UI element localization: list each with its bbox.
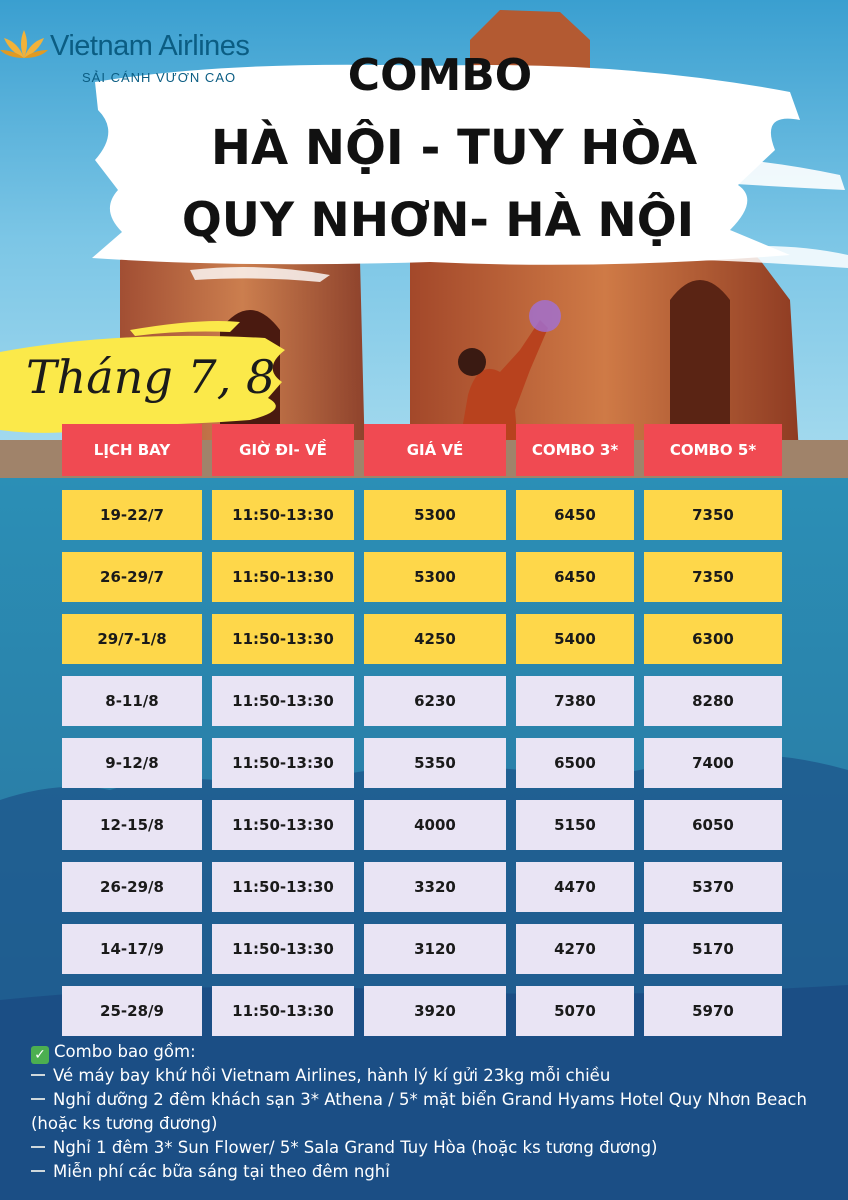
cell-dates: 19-22/7 bbox=[62, 490, 202, 540]
cell-time: 11:50-13:30 bbox=[212, 552, 354, 602]
cell-time: 11:50-13:30 bbox=[212, 800, 354, 850]
cell-time: 11:50-13:30 bbox=[212, 862, 354, 912]
cell-combo3: 4470 bbox=[516, 862, 634, 912]
cell-combo3: 6450 bbox=[516, 490, 634, 540]
list-item bbox=[31, 1064, 821, 1088]
title-line-1: COMBO bbox=[347, 50, 533, 101]
cell-combo3: 5150 bbox=[516, 800, 634, 850]
cell-dates: 12-15/8 bbox=[62, 800, 202, 850]
cell-combo5: 8280 bbox=[644, 676, 782, 726]
cell-price: 4000 bbox=[364, 800, 506, 850]
include-item-quy-nhon-hotel: Nghỉ dưỡng 2 đêm khách sạn 3* Athena / 5* mặt biển Grand Hyams Hotel Quy Nhơn Beach (hoặc ks tương đương) bbox=[31, 1090, 807, 1133]
header-ticket-price: GIÁ VÉ bbox=[364, 424, 506, 476]
title-line-2: HÀ NỘI - TUY HÒA bbox=[210, 120, 698, 176]
cell-combo3: 5070 bbox=[516, 986, 634, 1036]
includes-heading: Combo bao gồm: bbox=[54, 1042, 196, 1061]
brand-name: Vietnam Airlines bbox=[50, 30, 250, 62]
cell-combo5: 7350 bbox=[644, 552, 782, 602]
header-combo-3-star: COMBO 3* bbox=[516, 424, 634, 476]
cell-combo5: 7350 bbox=[644, 490, 782, 540]
header-departure-return-time: GIỜ ĐI- VỀ bbox=[212, 424, 354, 476]
cell-price: 4250 bbox=[364, 614, 506, 664]
dash-icon bbox=[31, 1170, 45, 1172]
cell-time: 11:50-13:30 bbox=[212, 986, 354, 1036]
dash-icon bbox=[31, 1146, 45, 1148]
cell-combo5: 5970 bbox=[644, 986, 782, 1036]
cell-combo3: 6500 bbox=[516, 738, 634, 788]
list-item bbox=[31, 1160, 821, 1184]
list-item bbox=[31, 1088, 821, 1136]
header-flight-dates: LỊCH BAY bbox=[62, 424, 202, 476]
include-item-flight: Vé máy bay khứ hồi Vietnam Airlines, hành lý kí gửi 23kg mỗi chiều bbox=[53, 1066, 611, 1085]
check-icon: ✓ bbox=[31, 1046, 49, 1064]
cell-combo5: 5170 bbox=[644, 924, 782, 974]
cell-dates: 8-11/8 bbox=[62, 676, 202, 726]
cell-combo3: 5400 bbox=[516, 614, 634, 664]
month-label: Tháng 7, 8 bbox=[26, 350, 276, 404]
cell-dates: 26-29/7 bbox=[62, 552, 202, 602]
cell-combo5: 5370 bbox=[644, 862, 782, 912]
includes-heading-row bbox=[31, 1040, 821, 1064]
cell-time: 11:50-13:30 bbox=[212, 738, 354, 788]
cell-price: 5300 bbox=[364, 552, 506, 602]
cell-combo5: 6050 bbox=[644, 800, 782, 850]
dash-icon bbox=[31, 1074, 45, 1076]
cell-combo5: 7400 bbox=[644, 738, 782, 788]
dash-icon bbox=[31, 1098, 45, 1100]
cell-price: 5300 bbox=[364, 490, 506, 540]
cell-time: 11:50-13:30 bbox=[212, 614, 354, 664]
title-line-3: QUY NHƠN- HÀ NỘI bbox=[181, 193, 695, 248]
cell-combo3: 6450 bbox=[516, 552, 634, 602]
cell-dates: 9-12/8 bbox=[62, 738, 202, 788]
include-item-breakfast: Miễn phí các bữa sáng tại theo đêm nghỉ bbox=[53, 1162, 390, 1181]
combo-includes bbox=[31, 1040, 821, 1184]
cell-price: 5350 bbox=[364, 738, 506, 788]
include-item-tuy-hoa-hotel: Nghỉ 1 đêm 3* Sun Flower/ 5* Sala Grand Tuy Hòa (hoặc ks tương đương) bbox=[53, 1138, 658, 1157]
cell-combo5: 6300 bbox=[644, 614, 782, 664]
cell-price: 3920 bbox=[364, 986, 506, 1036]
cell-price: 3320 bbox=[364, 862, 506, 912]
brand-slogan: SẢI CÁNH VƯƠN CAO bbox=[82, 70, 237, 85]
cell-time: 11:50-13:30 bbox=[212, 924, 354, 974]
cell-price: 6230 bbox=[364, 676, 506, 726]
cell-time: 11:50-13:30 bbox=[212, 676, 354, 726]
header-combo-5-star: COMBO 5* bbox=[644, 424, 782, 476]
cell-combo3: 7380 bbox=[516, 676, 634, 726]
cell-dates: 29/7-1/8 bbox=[62, 614, 202, 664]
cell-price: 3120 bbox=[364, 924, 506, 974]
cell-dates: 25-28/9 bbox=[62, 986, 202, 1036]
cell-combo3: 4270 bbox=[516, 924, 634, 974]
cell-time: 11:50-13:30 bbox=[212, 490, 354, 540]
list-item bbox=[31, 1136, 821, 1160]
cell-dates: 26-29/8 bbox=[62, 862, 202, 912]
cell-dates: 14-17/9 bbox=[62, 924, 202, 974]
